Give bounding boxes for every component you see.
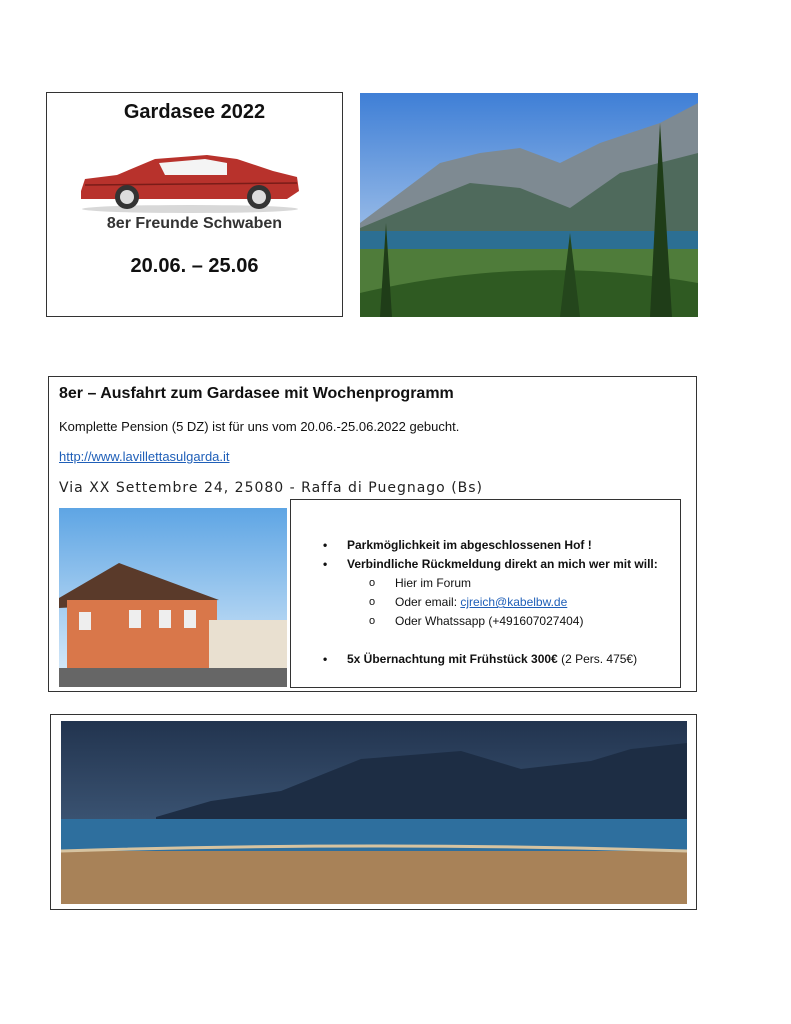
hotel-photo [59,508,287,687]
event-dates: 20.06. – 25.06 [130,255,259,277]
car-logo-icon [77,151,303,215]
list-item-price: • 5x Übernachtung mit Frühstück 300€ (2 Pers. 475€) [323,650,673,669]
details-list-box [290,499,681,688]
hotel-address: Via XX Settembre 24, 25080 - Raffa di Puegnago (Bs) [59,480,484,496]
list-spacer [323,631,673,650]
list-item-parking: • Parkmöglichkeit im abgeschlossenen Hof ! [323,536,673,555]
booking-line: Komplette Pension (5 DZ) ist für uns vom 20.06.-25.06.2022 gebucht. [59,419,460,434]
list-item-forum: o Hier im Forum [323,574,673,593]
list-item-feedback: • Verbindliche Rückmeldung direkt an mich wer mit will: [323,555,673,574]
list-item-email: o Oder email: cjreich@kabelbw.de [323,593,673,612]
club-name: 8er Freunde Schwaben [106,215,283,232]
title-card [46,92,343,317]
night-lake-panorama [61,721,687,904]
lake-garda-photo [360,93,698,317]
list-item-whatsapp: o Oder Whatssapp (+491607027404) [323,612,673,631]
hotel-website-link[interactable]: http://www.lavillettasulgarda.it [59,449,230,464]
event-title: Gardasee 2022 [123,101,266,123]
email-link[interactable]: cjreich@kabelbw.de [460,595,568,609]
details-list [323,536,673,669]
panorama-box [50,714,697,910]
info-heading: 8er – Ausfahrt zum Gardasee mit Wochenprogramm [59,385,454,402]
